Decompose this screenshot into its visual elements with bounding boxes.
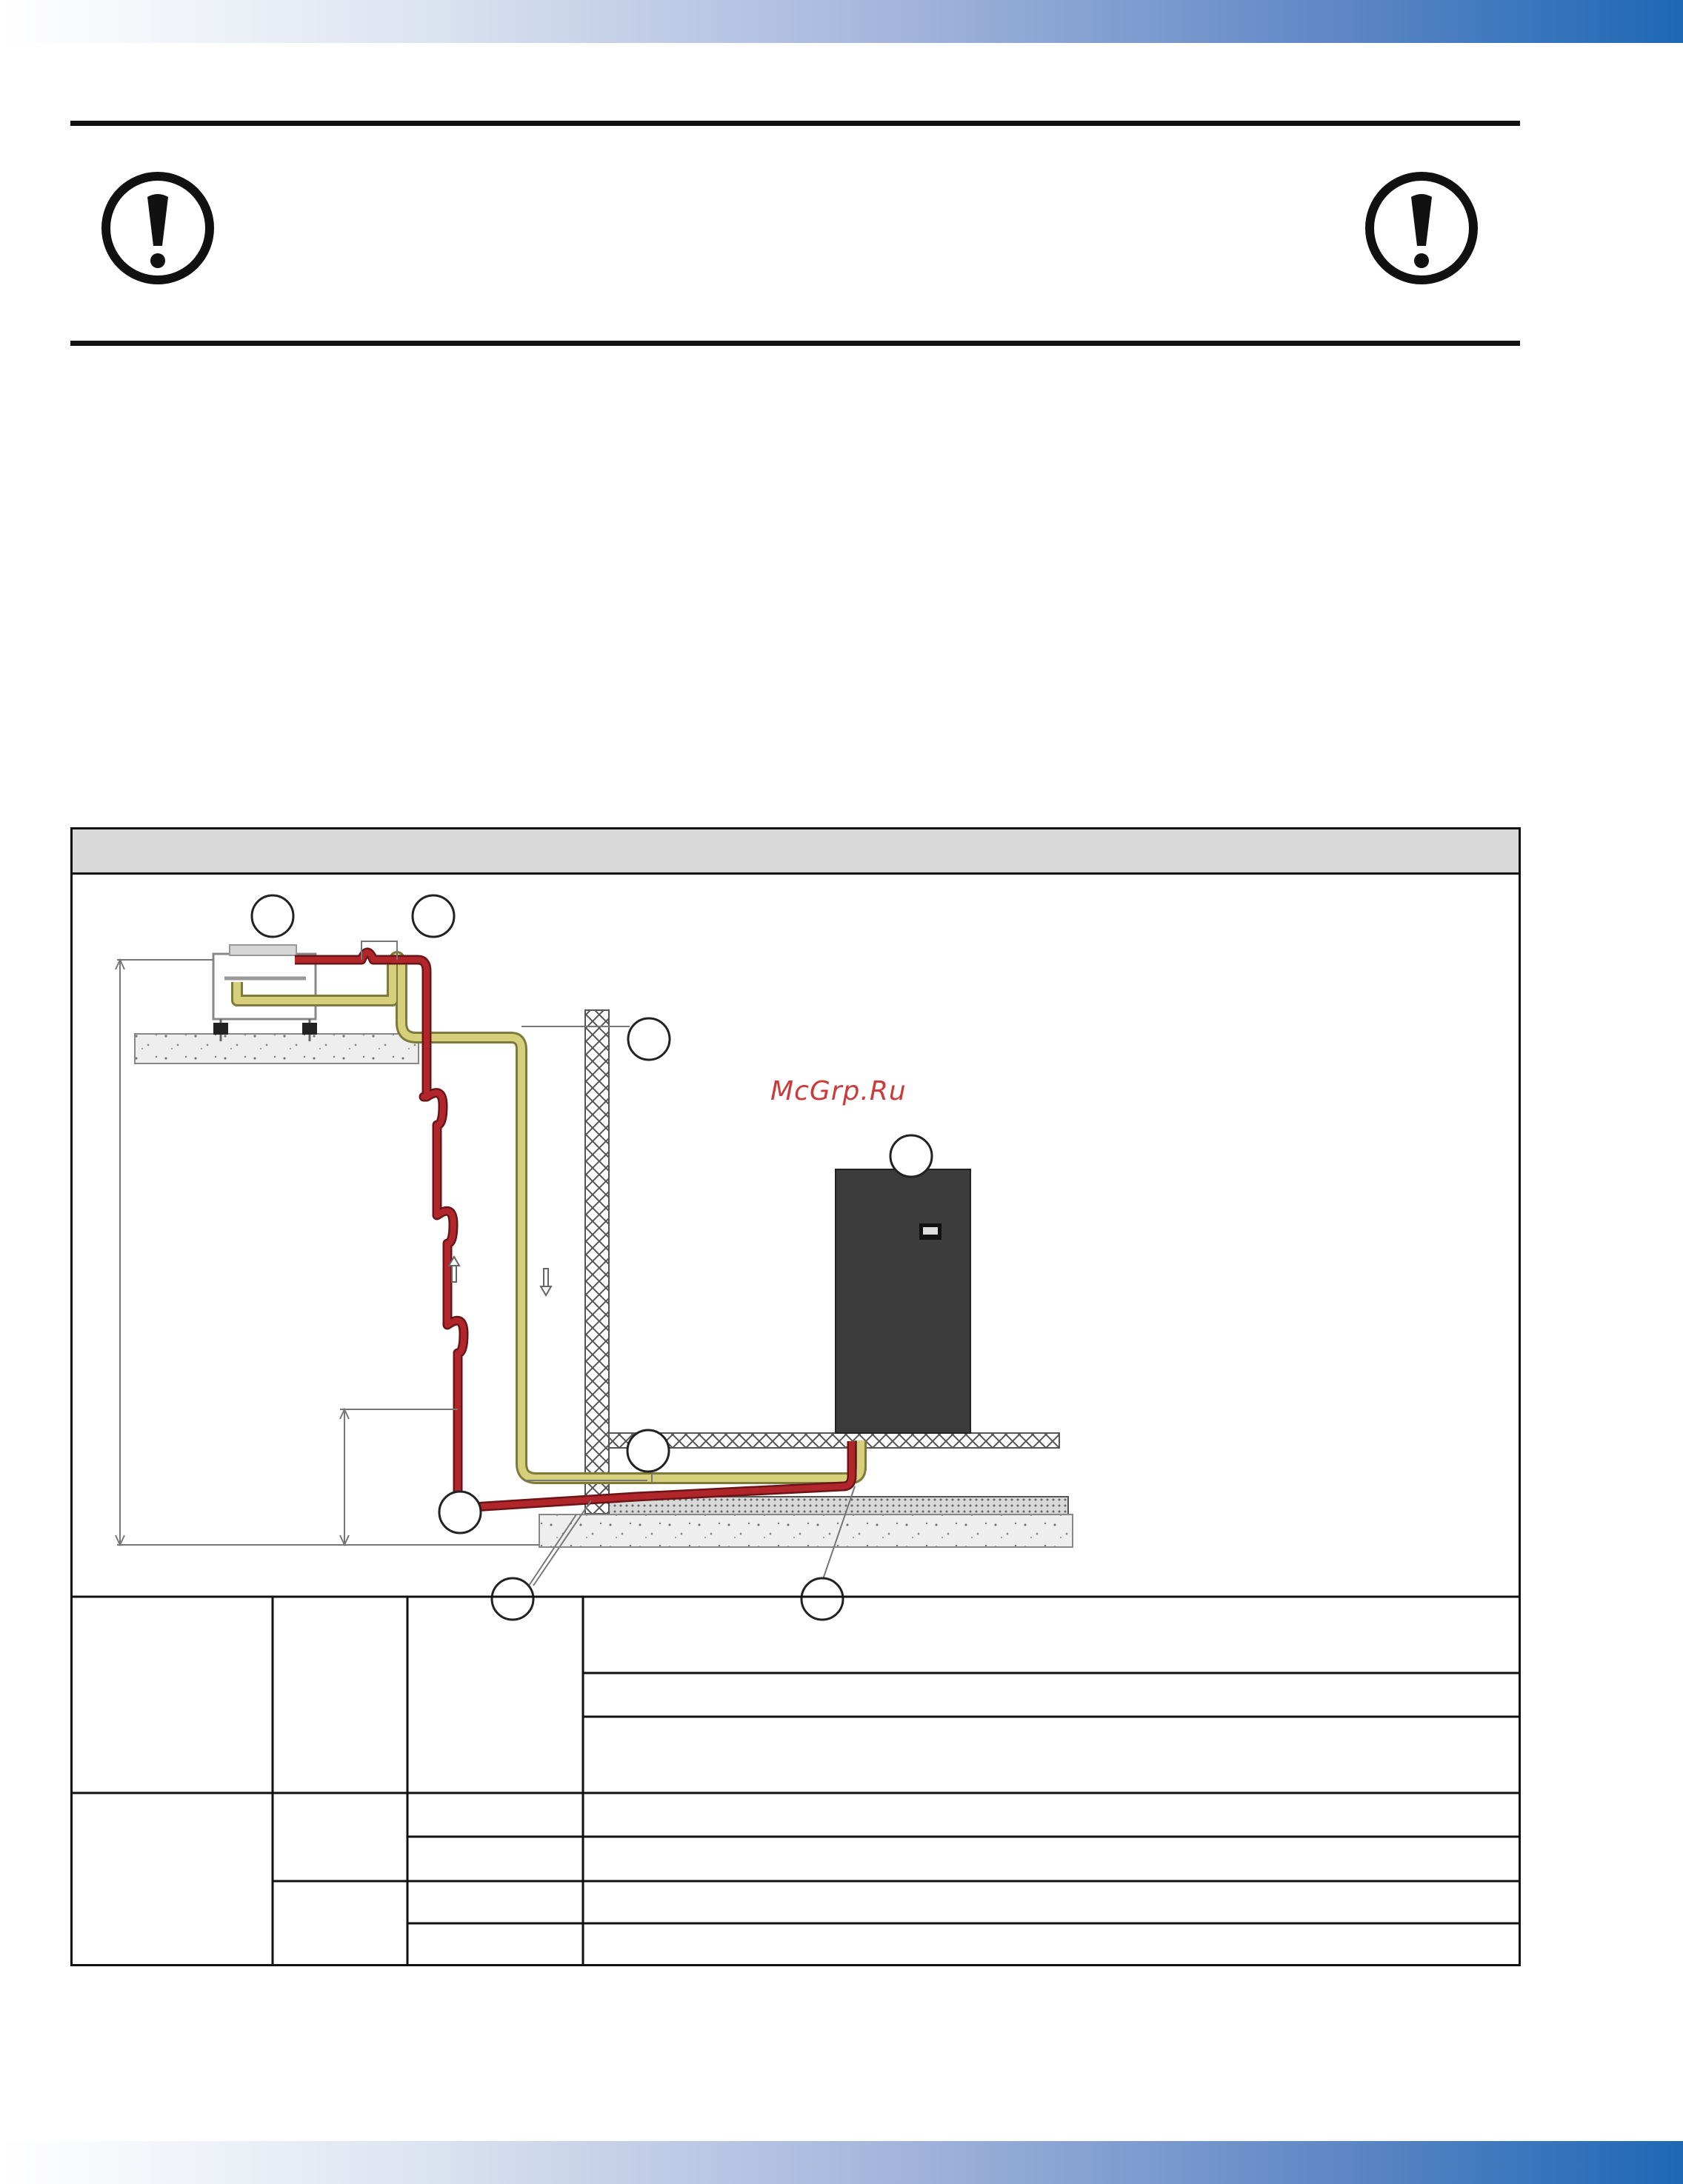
exclamation-circle-icon <box>99 169 217 287</box>
header-band <box>0 0 1683 43</box>
exclamation-circle-icon <box>1362 169 1481 287</box>
note-bottom-rule <box>70 341 1520 346</box>
figure-legend-table <box>73 829 1519 1964</box>
footer-band <box>0 2141 1683 2184</box>
note-top-rule <box>70 121 1520 126</box>
watermark-text: McGrp.Ru <box>770 1076 907 1106</box>
piping-figure <box>70 827 1521 1966</box>
